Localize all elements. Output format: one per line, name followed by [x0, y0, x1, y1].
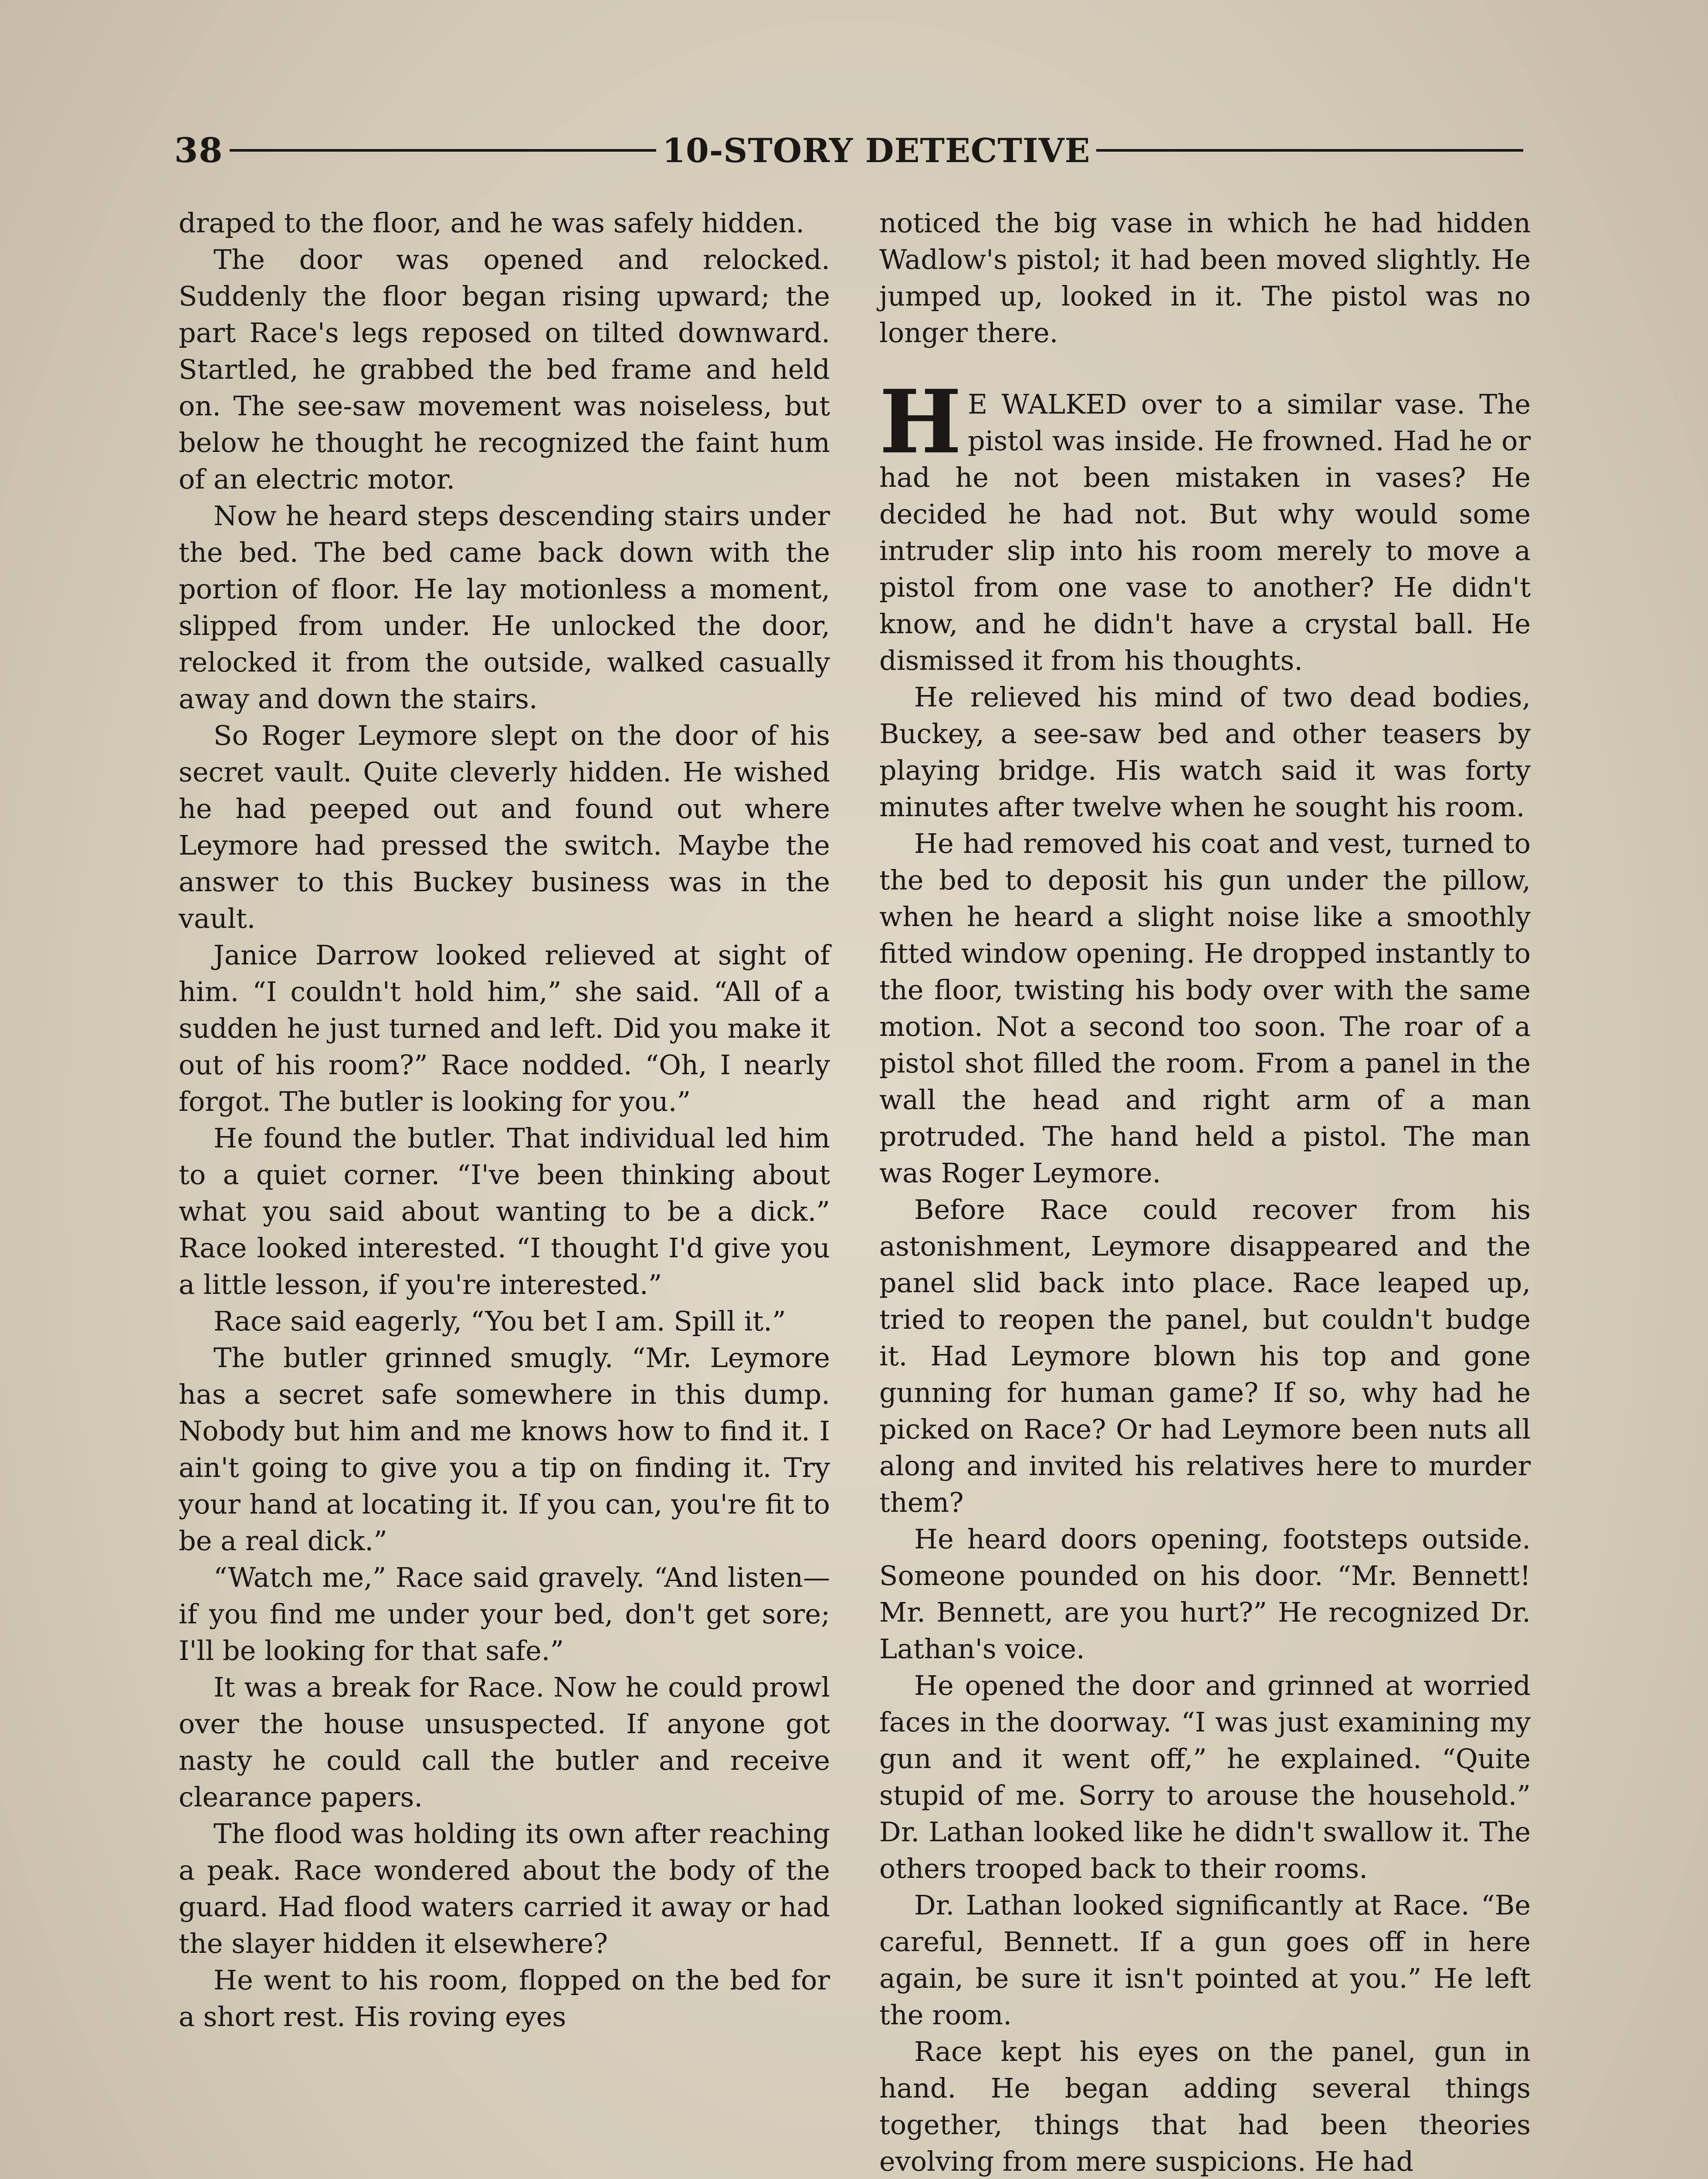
- paragraph: He went to his room, flopped on the bed for a short rest. His roving eyes: [179, 1964, 830, 2033]
- paragraph: Race said eagerly, “You bet I am. Spill it.”: [214, 1305, 786, 1337]
- paragraph: He had removed his coat and vest, turned to the bed to deposit his gun under the pillow, when he heard a slight noise like a smoothly fitted window opening. He dropped instantly to the floor, twisting his body over with the same motion. Not a second too soon. The roar of a pistol shot filled the room. From a panel in the wall the head and right arm of a man protruded. The hand held a pistol. The man was Roger Leymore.: [879, 828, 1531, 1189]
- paragraph: “Watch me,” Race said gravely. “And listen—if you find me under your bed, don't get sore; I'll be looking for that safe.”: [179, 1561, 830, 1666]
- paragraph: Race kept his eyes on the panel, gun in hand. He began adding several things together, things that had been theories evolving from mere suspicions. He had: [879, 2036, 1531, 2177]
- paragraph: Before Race could recover from his astonishment, Leymore disappeared and the panel slid back into place. Race leaped up, tried to reopen the panel, but couldn't budge it. Had Leymore blown his top and gone gunning for human game? If so, why had he picked on Race? Or had Leymore been nuts all along and invited his relatives here to murder them?: [879, 1194, 1531, 1518]
- paragraph: Janice Darrow looked relieved at sight of him. “I couldn't hold him,” she said. “All of a sudden he just turned and left. Did you make it out of his room?” Race nodded. “Oh, I nearly forgot. The butler is looking for you.”: [179, 939, 830, 1117]
- left-column: [179, 205, 830, 2035]
- paragraph: He relieved his mind of two dead bodies, Buckey, a see-saw bed and other teasers by playing bridge. His watch said it was forty minutes after twelve when he sought his room.: [879, 681, 1531, 823]
- header-rule-left: [230, 149, 657, 152]
- dropcap-paragraph-text: E WALKED over to a similar vase. The pistol was inside. He frowned. Had he or had he not been mistaken in vases? He decided he had not. But why would some intruder slip into his room merely to move a pistol from one vase to another? He didn't know, and he didn't have a crystal ball. He dismissed it from his thoughts.: [879, 388, 1531, 676]
- paragraph: It was a break for Race. Now he could prowl over the house unsuspected. If anyone got nasty he could call the butler and receive clearance papers.: [179, 1671, 830, 1813]
- dropcap-paragraph: [879, 371, 1531, 679]
- header-rule-right: [1096, 149, 1523, 152]
- paragraph: The flood was holding its own after reaching a peak. Race wondered about the body of the guard. Had flood waters carried it away or had the slayer hidden it elsewhere?: [179, 1818, 830, 1959]
- paragraph: So Roger Leymore slept on the door of his secret vault. Quite cleverly hidden. He wished he had peeped out and found out where Leymore had pressed the switch. Maybe the answer to this Buckey business was in the vault.: [179, 720, 830, 934]
- paragraph: He heard doors opening, footsteps outside. Someone pounded on his door. “Mr. Bennett! Mr. Bennett, are you hurt?” He recognized Dr. Lathan's voice.: [879, 1523, 1531, 1665]
- page-number: 38: [174, 130, 224, 170]
- right-column: [879, 205, 1531, 2179]
- paragraph: The door was opened and relocked. Suddenly the floor began rising upward; the part Race's legs reposed on tilted downward. Startled, he grabbed the bed frame and held on. The see-saw movement was noiseless, but below he thought he recognized the faint hum of an electric motor.: [179, 244, 830, 495]
- page-header: [174, 126, 1529, 174]
- paragraph: noticed the big vase in which he had hidden Wadlow's pistol; it had been moved slightly. He jumped up, looked in it. The pistol was no longer there.: [879, 207, 1531, 349]
- paragraph: He opened the door and grinned at worried faces in the doorway. “I was just examining my gun and it went off,” he explained. “Quite stupid of me. Sorry to arouse the household.” Dr. Lathan looked like he didn't swallow it. The others trooped back to their rooms.: [879, 1670, 1531, 1884]
- paragraph: The butler grinned smugly. “Mr. Leymore has a secret safe somewhere in this dump. Nobody but him and me knows how to find it. I ain't going to give you a tip on finding it. Try your hand at locating it. If you can, you're fit to be a real dick.”: [179, 1342, 830, 1557]
- paragraph: He found the butler. That individual led him to a quiet corner. “I've been thinking about what you said about wanting to be a dick.” Race looked interested. “I thought I'd give you a little lesson, if you're interested.”: [179, 1122, 830, 1300]
- running-head: 10-STORY DETECTIVE: [662, 131, 1091, 170]
- drop-cap: H: [879, 371, 962, 473]
- paragraph: Dr. Lathan looked significantly at Race. “Be careful, Bennett. If a gun goes off in here again, be sure it isn't pointed at you.” He left the room.: [879, 1889, 1531, 2031]
- paragraph: draped to the floor, and he was safely hidden.: [179, 207, 805, 239]
- paragraph: Now he heard steps descending stairs under the bed. The bed came back down with the portion of floor. He lay motionless a moment, slipped from under. He unlocked the door, relocked it from the outside, walked casually away and down the stairs.: [179, 500, 830, 715]
